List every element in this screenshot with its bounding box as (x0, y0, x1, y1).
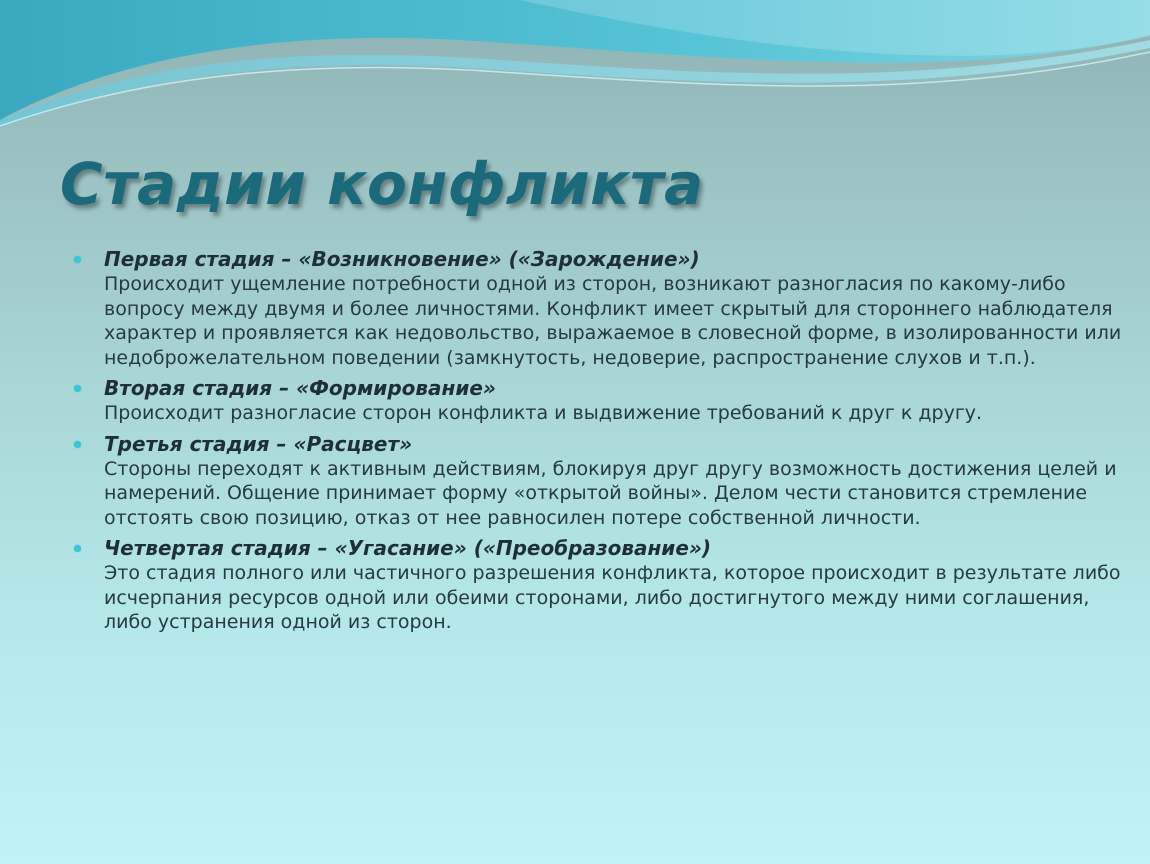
bullet-icon (74, 385, 81, 392)
stage-title: Третья стадия – «Расцвет» (104, 431, 413, 456)
list-item-stage-3 (74, 432, 1134, 531)
stage-title: Первая стадия – «Возникновение» («Зарождение») (104, 247, 700, 271)
list-item-stage-1 (74, 247, 1134, 370)
stage-title: Четвертая стадия – «Угасание» («Преобразование») (104, 536, 712, 560)
stage-description: Происходит ущемление потребности одной из сторон, возникают разногласия по какому-либо вопросу между двумя и более личностями. Конфликт имеет скрытый для стороннего наблюдателя характер и проявляется как недовольство, выражаемое в словесной форме, в изолированности или недоброжелательном поведении (замкнутость, недоверие, распространение слухов и т.п.). (104, 273, 1122, 369)
bullet-icon (74, 545, 81, 552)
stage-description: Стороны переходят к активным действиям, блокируя друг другу возможность достижения целей и намерений. Общение принимает форму «открытой войны». Делом чести становится стремление отстоять свою позицию, отказ от нее равносилен потере собственной личности. (104, 457, 1117, 529)
stage-list (74, 247, 1134, 641)
slide-title: Стадии конфликта (60, 150, 704, 218)
list-item-stage-4 (74, 536, 1134, 635)
stage-description: Происходит разногласие сторон конфликта и выдвижение требований к друг к другу. (104, 402, 983, 424)
stage-description: Это стадия полного или частичного разрешения конфликта, которое происходит в результате либо исчерпания ресурсов одной или обеими сторонами, либо достигнутого между ними соглашения, либо устранения одной из сторон. (104, 562, 1121, 633)
bullet-icon (74, 441, 81, 448)
bullet-icon (74, 256, 81, 263)
stage-title: Вторая стадия – «Формирование» (104, 376, 496, 400)
decorative-waves (0, 0, 1150, 140)
list-item-stage-2 (74, 376, 1134, 426)
